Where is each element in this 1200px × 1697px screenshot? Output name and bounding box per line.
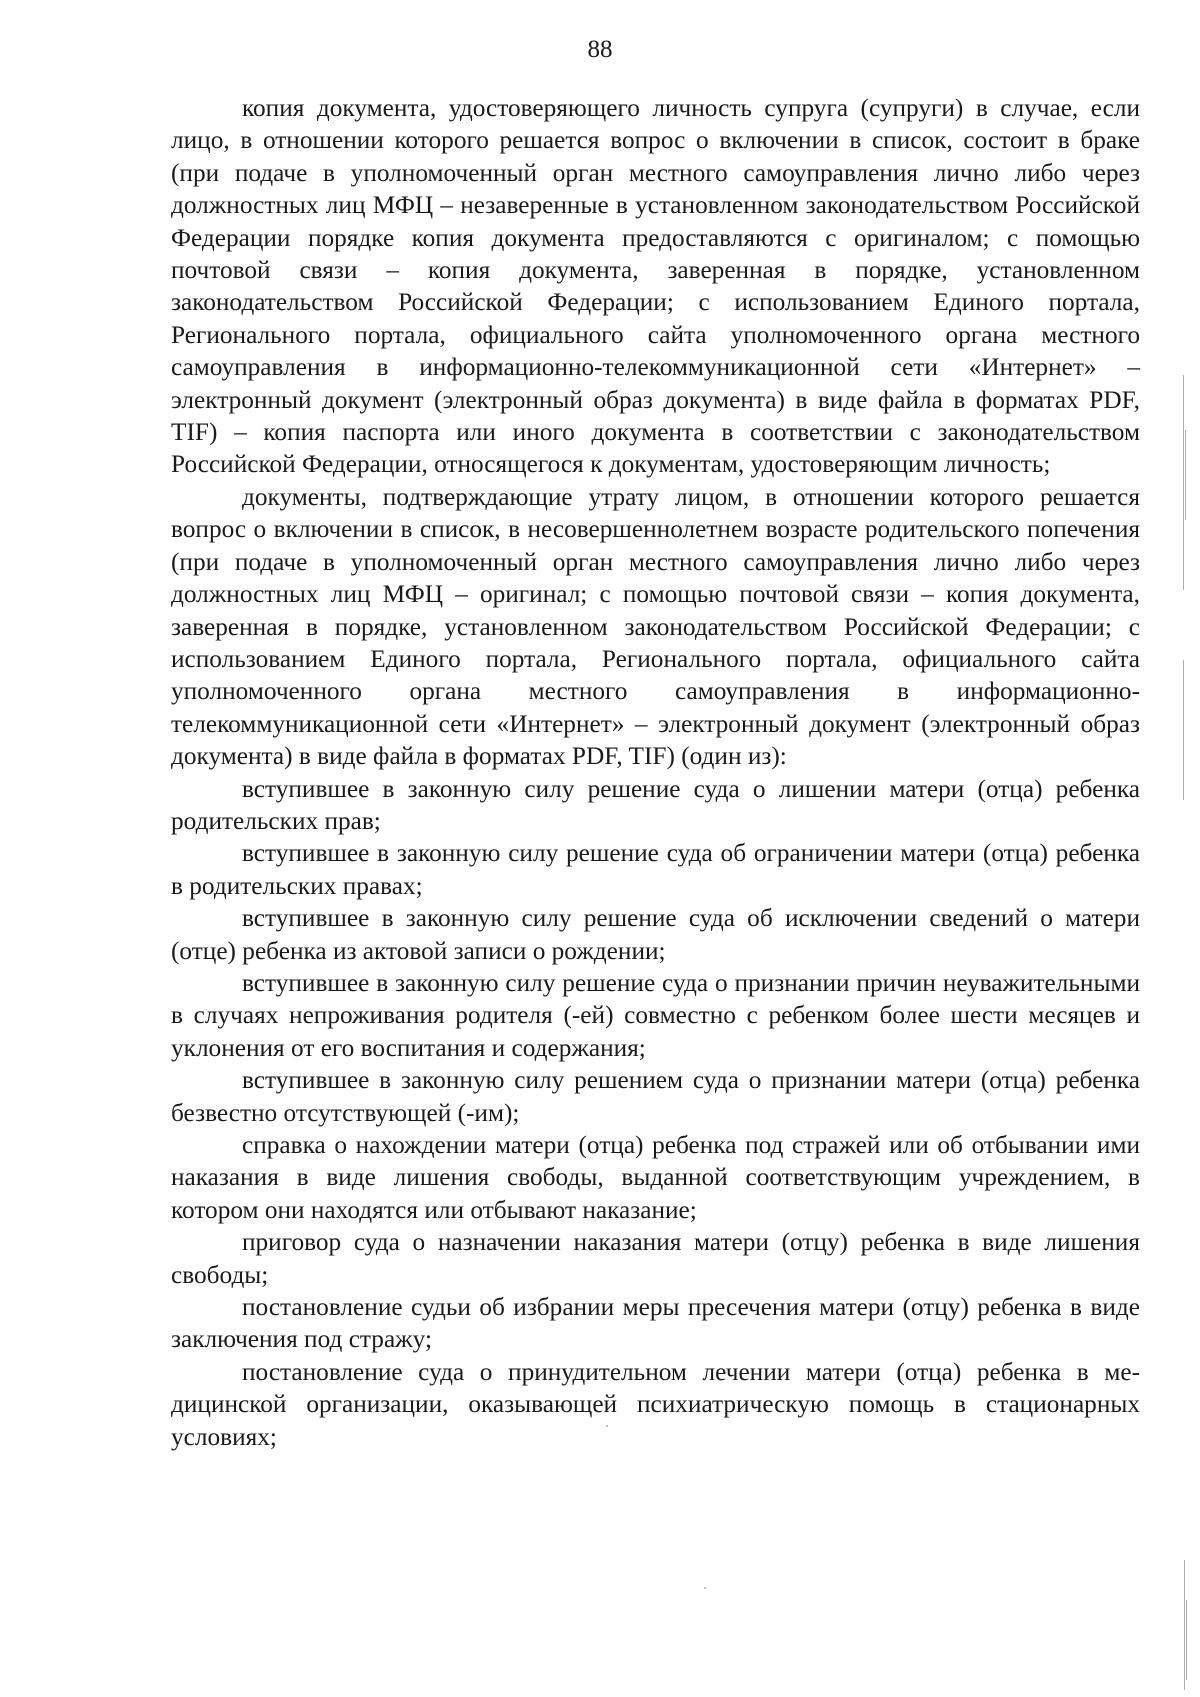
scan-speck xyxy=(704,1587,706,1589)
scan-edge-mark xyxy=(1184,1560,1185,1690)
scan-edge-mark xyxy=(1183,660,1184,800)
scan-edge-mark xyxy=(1183,375,1184,590)
page-number: 88 xyxy=(587,36,613,63)
scan-edge-mark xyxy=(1186,1600,1187,1680)
scan-edge-mark xyxy=(1185,430,1186,520)
list-item-compulsory-treatment-order: постановление суда о принудительном лечении матери (отца) ребенка в медицинской организации, оказывающей психиатрическую помощь в стационарных условиях; xyxy=(171,1357,1140,1451)
document-body xyxy=(171,92,1140,1453)
list-item-imprisonment-sentence: приговор суда о назначении наказания матери (отцу) ребенка в виде лишения свободы; xyxy=(171,1228,1140,1289)
paragraph-parental-care-loss-documents: документы, подтверждающие утрату лицом, в отношении которого решается вопрос о включении в список, в несовершеннолетнем возрасте родительского попечения (при подаче в уполномоченный орган местного самоуправления лично либо через должностных лиц МФЦ – оригинал; с помощью почтовой связи – копия документа, заверенная в порядке, установленном законодательством Российской Федерации; с использованием Единого портала, Регионального портала, официального сайта уполномоченного органа местного самоуправления в информационно-телекоммуникационной сети «Интернет» – электронный документ (электронный образ документа) в виде файла в форматах PDF, TIF) (один из): xyxy=(171,482,1140,771)
list-item-missing-parent-ruling: вступившее в законную силу решением суда о признании матери (отца) ребенка безвестно отсутствующей (-им); xyxy=(171,1066,1140,1127)
list-item-exclusion-from-birth-record: вступившее в законную силу решение суда об исключении сведений о матери (отце) ребенка из актовой записи о рождении; xyxy=(171,904,1140,965)
list-item-non-cohabitation-ruling: вступившее в законную силу решение суда о признании причин неуважительными в случаях непроживания родителя (-ей) совместно с ребенком более шести месяцев и уклонения от его воспитания и содержания; xyxy=(171,968,1140,1062)
list-item-restriction-of-parental-rights: вступившее в законную силу решение суда об ограничении матери (отца) ребенка в родительских правах; xyxy=(171,839,1140,900)
paragraph-spouse-id-copy: копия документа, удостоверяющего личность супруга (супруги) в случае, если лицо, в отношении которого решается вопрос о включении в список, состоит в браке (при подаче в уполномоченный орган местного самоуправления лично либо через должностных лиц МФЦ – незаверенные в установленном законодательством Российской Федерации порядке копия документа предоставляются с оригиналом; с помощью почтовой связи – копия документа, заверенная в порядке, установленном законодательством Российской Федерации; с использованием Единого портала, Регионального портала, официального сайта уполномоченного органа местного самоуправления в информационно-телекоммуникационной сети «Интернет» – электронный документ (электронный образ документа) в виде файла в форматах PDF, TIF) – копия паспорта или иного документа в соответствии с законодательством Российской Федерации, относящегося к документам, удостоверяющим личность; xyxy=(171,94,1140,479)
scan-speck xyxy=(606,1425,608,1427)
list-item-custody-certificate: справка о нахождении матери (отца) ребенка под стражей или об отбывании ими наказания в виде лишения свободы, выданной соответствующим учреждением, в котором они находятся или отбывают наказание; xyxy=(171,1131,1140,1224)
list-item-detention-order: постановление судьи об избрании меры пресечения матери (отцу) ребенка в виде заключения под стражу; xyxy=(171,1293,1140,1354)
list-item-deprivation-of-parental-rights: вступившее в законную силу решение суда о лишении матери (отца) ребенка родительских прав; xyxy=(171,774,1140,835)
